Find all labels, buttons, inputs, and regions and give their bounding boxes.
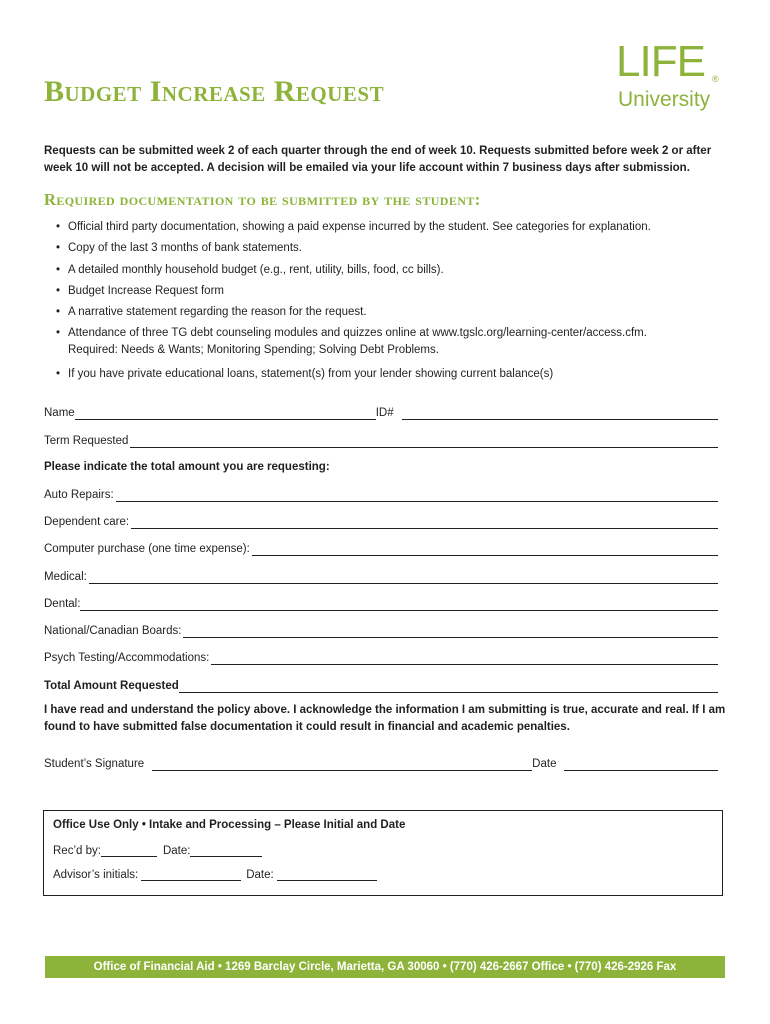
doc-item-text: Official third party documentation, showing a paid expense incurred by the student. See categories for explanation. [68,221,651,233]
dental-field[interactable] [80,599,718,611]
page-title: Budget Increase Request [44,75,385,108]
doc-item [56,325,736,359]
logo-registered-mark: ® [712,74,719,84]
total-row [44,677,718,693]
signature-label: Student’s Signature [44,758,145,770]
advisor-initials-field[interactable] [141,869,241,881]
category-label: Medical: [44,571,87,583]
psych-testing-field[interactable] [211,653,718,665]
category-label: Dependent care: [44,516,130,528]
intro-policy-text: Requests can be submitted week 2 of each quarter through the end of week 10. Requests submitted before week 2 or after week 10 will not be accepted. A decision will be emailed via your life account within 7 business days after submission. [44,145,712,174]
name-id-row [44,404,718,420]
doc-item-text: A detailed monthly household budget (e.g., rent, utility, bills, food, cc bills). [68,264,444,276]
doc-item-text: Copy of the last 3 months of bank statements. [68,242,302,254]
id-label: ID# [375,407,394,419]
recd-row [53,841,262,857]
doc-item-text: Attendance of three TG debt counseling modules and quizzes online at www.tgslc.org/learning-center/access.cfm. [68,327,647,339]
logo-life-text: LIFE [616,37,705,86]
category-label: Dental: [44,598,81,610]
advisor-label: Advisor’s initials: [53,869,139,881]
signature-date-label: Date [532,758,557,770]
signature-row [44,755,718,771]
category-row [44,622,718,638]
category-label: Computer purchase (one time expense): [44,543,250,555]
medical-field[interactable] [89,572,718,584]
signature-date-field[interactable] [564,759,718,771]
bullet-icon: • [56,264,61,276]
category-label: Auto Repairs: [44,489,114,501]
category-row [44,486,718,502]
bullet-icon: • [56,327,61,339]
computer-purchase-field[interactable] [252,544,718,556]
signature-field[interactable] [152,759,532,771]
term-row [44,432,718,448]
recd-field[interactable] [101,845,157,857]
advisor-date-label: Date: [246,869,274,881]
category-label: Psych Testing/Accommodations: [44,652,210,664]
dependent-care-field[interactable] [131,517,718,529]
term-label: Term Requested [44,435,129,447]
total-label: Total Amount Requested [44,680,179,692]
recd-label: Rec’d by: [53,845,101,857]
bullet-icon: • [56,285,61,297]
boards-field[interactable] [183,626,718,638]
name-field[interactable] [75,408,376,420]
total-amount-field[interactable] [179,681,718,693]
category-row [44,568,718,584]
bullet-icon: • [56,242,61,254]
id-field[interactable] [402,408,718,420]
documentation-heading: Required documentation to be submitted by the student: [44,190,481,209]
doc-item-text-line2: Required: Needs & Wants; Monitoring Spending; Solving Debt Problems. [68,344,439,356]
footer-contact-bar: Office of Financial Aid • 1269 Barclay Circle, Marietta, GA 30060 • (770) 426-2667 Office • (770) 426-2926 Fax [45,956,725,978]
office-use-box [43,810,723,896]
category-row [44,595,718,611]
bullet-icon: • [56,368,61,380]
bullet-icon: • [56,221,61,233]
life-university-logo [610,37,730,116]
auto-repairs-field[interactable] [116,490,718,502]
advisor-date-field[interactable] [277,869,377,881]
term-field[interactable] [130,436,718,448]
doc-item-text: If you have private educational loans, statement(s) from your lender showing current balance(s) [68,368,554,380]
logo-university-text: University [618,88,711,111]
recd-date-label: Date: [162,845,191,857]
category-row [44,540,718,556]
recd-date-field[interactable] [190,845,262,857]
category-label: National/Canadian Boards: [44,625,182,637]
office-use-heading: Office Use Only • Intake and Processing – Please Initial and Date [53,819,406,831]
amount-heading: Please indicate the total amount you are requesting: [44,461,330,473]
doc-item-text: A narrative statement regarding the reason for the request. [68,306,367,318]
bullet-icon: • [56,306,61,318]
advisor-row [53,865,377,881]
doc-item-text: Budget Increase Request form [68,285,224,297]
category-row [44,649,718,665]
category-row [44,513,718,529]
name-label: Name [44,407,75,419]
acknowledgement-text: I have read and understand the policy above. I acknowledge the information I am submitting is true, accurate and real. If I am found to have submitted false documentation it could result in financial and academic penalties. [44,704,726,733]
